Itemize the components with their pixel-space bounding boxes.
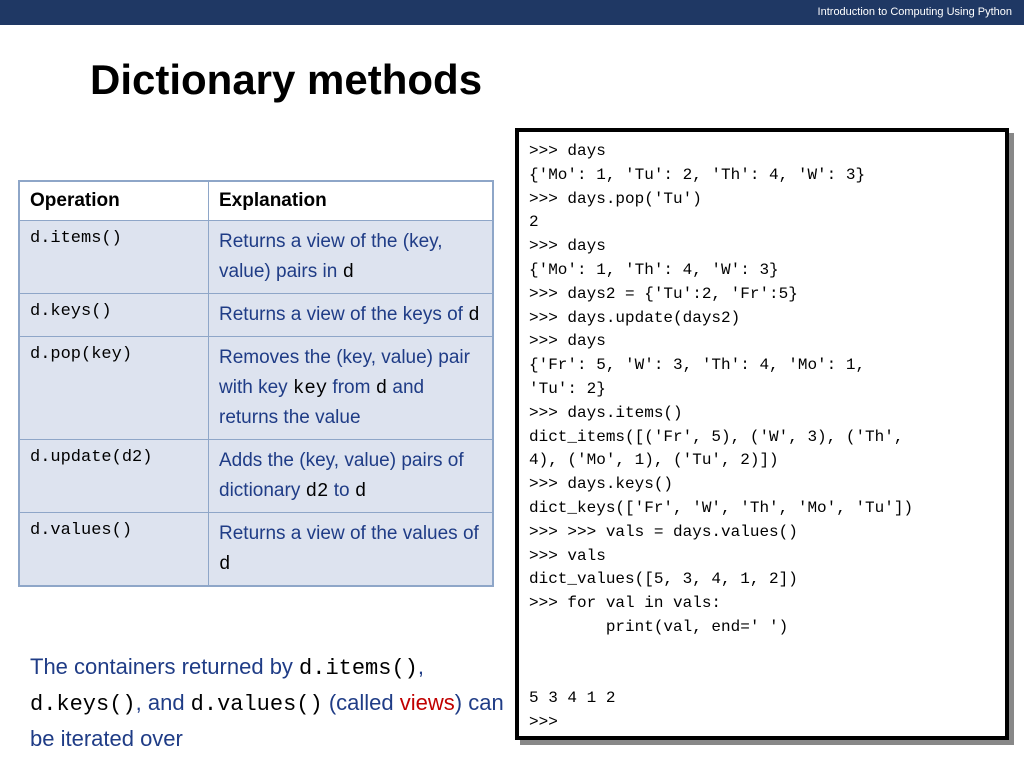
methods-table (18, 180, 494, 587)
operation-cell: d.update(d2) (19, 440, 209, 513)
operation-cell: d.values() (19, 513, 209, 587)
explanation-text: and returns the value (219, 377, 425, 428)
console-line: >>> days (529, 237, 606, 256)
explanation-text: Returns a view of the values of (219, 523, 479, 544)
explanation-text: Returns a view of the (key, value) pairs in (219, 231, 443, 282)
console-line: print(val, end=' ') (529, 617, 789, 636)
console-line: >>> vals (529, 546, 606, 565)
note-text: (called (322, 690, 400, 715)
note-code: d.values() (190, 692, 323, 717)
column-header-operation: Operation (19, 181, 209, 221)
explanation-cell (209, 337, 494, 440)
console-line: dict_items([('Fr', 5), ('W', 3), ('Th', (529, 427, 904, 446)
explanation-text: to (328, 480, 355, 501)
note-text: , (417, 654, 424, 679)
operation-cell: d.pop(key) (19, 337, 209, 440)
explanation-cell (209, 440, 494, 513)
explanation-code: d (468, 304, 480, 326)
console-line: >>> days.pop('Tu') (529, 189, 702, 208)
console-line: {'Mo': 1, 'Th': 4, 'W': 3} (529, 260, 779, 279)
console-line: 5 3 4 1 2 (529, 689, 616, 708)
explanation-code: d (342, 261, 354, 283)
console-line: >>> >>> vals = days.values() (529, 522, 798, 541)
console-line: >>> days2 = {'Tu':2, 'Fr':5} (529, 284, 798, 303)
operation-cell: d.keys() (19, 294, 209, 337)
console-line: >>> days (529, 332, 606, 351)
explanation-text: from (327, 377, 376, 398)
note-code: d.items() (299, 656, 418, 681)
note-code: d.keys() (30, 692, 136, 717)
table-row (19, 294, 493, 337)
console-line: 4), ('Mo', 1), ('Tu', 2)]) (529, 451, 779, 470)
console-line: 'Tu': 2} (529, 379, 606, 398)
operation-cell: d.items() (19, 221, 209, 294)
table-row (19, 513, 493, 587)
console-line: dict_keys(['Fr', 'W', 'Th', 'Mo', 'Tu']) (529, 498, 914, 517)
console-line: {'Fr': 5, 'W': 3, 'Th': 4, 'Mo': 1, (529, 356, 866, 375)
table-row (19, 221, 493, 294)
explanation-cell (209, 221, 494, 294)
console-line: >>> days (529, 142, 606, 160)
explanation-code: key (292, 377, 328, 399)
console-line: >>> days.keys() (529, 475, 674, 494)
note-text: ) can be iterated over (30, 690, 504, 751)
explanation-cell (209, 294, 494, 337)
explanation-code: d (375, 377, 388, 399)
views-term: views (399, 690, 455, 715)
explanation-code: d (354, 480, 367, 502)
console-line: >>> days.update(days2) (529, 308, 741, 327)
explanation-text: Removes the (key, value) pair with key (219, 347, 470, 398)
views-note (30, 650, 510, 756)
table-row (19, 440, 493, 513)
course-title: Introduction to Computing Using Python (817, 6, 1012, 18)
console-line: >>> for val in vals: (529, 594, 722, 613)
console-line (529, 640, 995, 664)
header-bar (0, 0, 1024, 25)
explanation-text: Adds the (key, value) pairs of dictionary (219, 450, 464, 501)
column-header-explanation: Explanation (209, 181, 494, 221)
table-row (19, 337, 493, 440)
note-text: , and (135, 690, 191, 715)
explanation-code: d (219, 553, 231, 575)
note-text: The containers returned by (30, 654, 300, 679)
console-line: >>> (529, 713, 558, 732)
explanation-cell (209, 513, 494, 587)
console-line (529, 664, 995, 688)
slide-title: Dictionary methods (90, 56, 483, 103)
explanation-code: d2 (305, 480, 329, 502)
console-line: dict_values([5, 3, 4, 1, 2]) (529, 570, 798, 589)
python-shell-panel (515, 128, 1009, 740)
console-line: >>> days.items() (529, 403, 683, 422)
console-line: 2 (529, 213, 539, 232)
explanation-text: Returns a view of the keys of (219, 304, 469, 325)
console-line: {'Mo': 1, 'Tu': 2, 'Th': 4, 'W': 3} (529, 165, 866, 184)
table-header-row (19, 181, 493, 221)
